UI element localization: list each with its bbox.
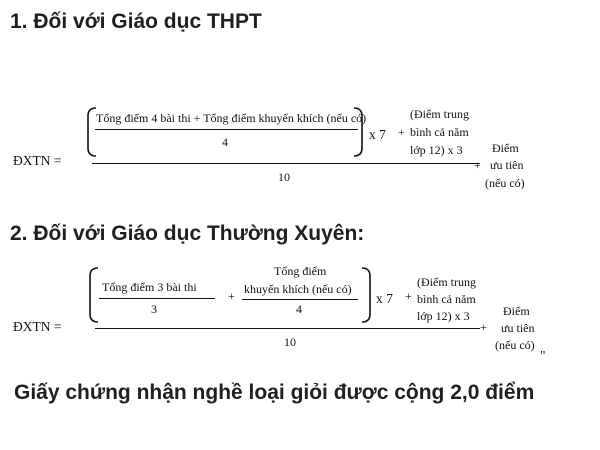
bonus-line-1: (Điểm trung (410, 107, 469, 121)
term1-numerator: Tổng điểm 3 bài thi (102, 280, 197, 294)
bonus-line-3: lớp 12) x 3 (410, 143, 463, 157)
term2-divisor: 4 (296, 302, 302, 316)
formula-gdtx (0, 258, 600, 373)
quote-mark: " (540, 348, 546, 363)
right-bracket-icon (352, 106, 366, 158)
main-fraction-line (95, 328, 480, 329)
section2-heading: 2. Đối với Giáo dục Thường Xuyên: (10, 222, 365, 245)
priority-line-1: Điểm (503, 304, 530, 318)
term1-divisor: 3 (151, 302, 157, 316)
plus-sign-2: + (474, 158, 481, 172)
term2-fraction-line (242, 299, 358, 300)
term1-fraction-line (99, 298, 215, 299)
lhs-dxtn: ĐXTN = (13, 153, 62, 168)
left-bracket-icon (86, 266, 100, 324)
denominator-10: 10 (284, 335, 296, 349)
divisor-4: 4 (222, 135, 228, 149)
bonus-line-1: (Điểm trung (417, 275, 476, 289)
main-fraction-line (92, 163, 480, 164)
priority-line-3: (nếu có) (495, 338, 535, 352)
right-bracket-icon (360, 266, 374, 324)
certificate-note: Giấy chứng nhận nghề loại giỏi được cộng 2,0 điểm (14, 381, 535, 404)
times-7: x 7 (376, 291, 393, 306)
denominator-10: 10 (278, 170, 290, 184)
numerator-text: Tổng điểm 4 bài thi + Tổng điểm khuyến khích (nếu có) (96, 111, 367, 125)
priority-line-3: (nếu có) (485, 176, 525, 190)
times-7: x 7 (369, 127, 386, 142)
priority-line-2: ưu tiên (501, 321, 535, 335)
plus-sign: + (398, 125, 405, 139)
formula-thpt (0, 100, 600, 200)
term2-line-2: khuyến khích (nếu có) (244, 282, 352, 296)
inner-fraction-line (95, 129, 358, 130)
bonus-line-2: bình cả năm (410, 125, 469, 139)
priority-line-1: Điểm (492, 141, 519, 155)
bonus-line-3: lớp 12) x 3 (417, 309, 470, 323)
section1-heading: 1. Đối với Giáo dục THPT (10, 10, 262, 33)
bonus-line-2: bình cả năm (417, 292, 476, 306)
lhs-dxtn: ĐXTN = (13, 319, 62, 334)
term2-line-1: Tổng điểm (274, 264, 327, 278)
plus-sign-2: + (480, 320, 487, 334)
priority-line-2: ưu tiên (490, 158, 524, 172)
plus-mid: + (228, 289, 235, 303)
plus-sign: + (405, 289, 412, 303)
